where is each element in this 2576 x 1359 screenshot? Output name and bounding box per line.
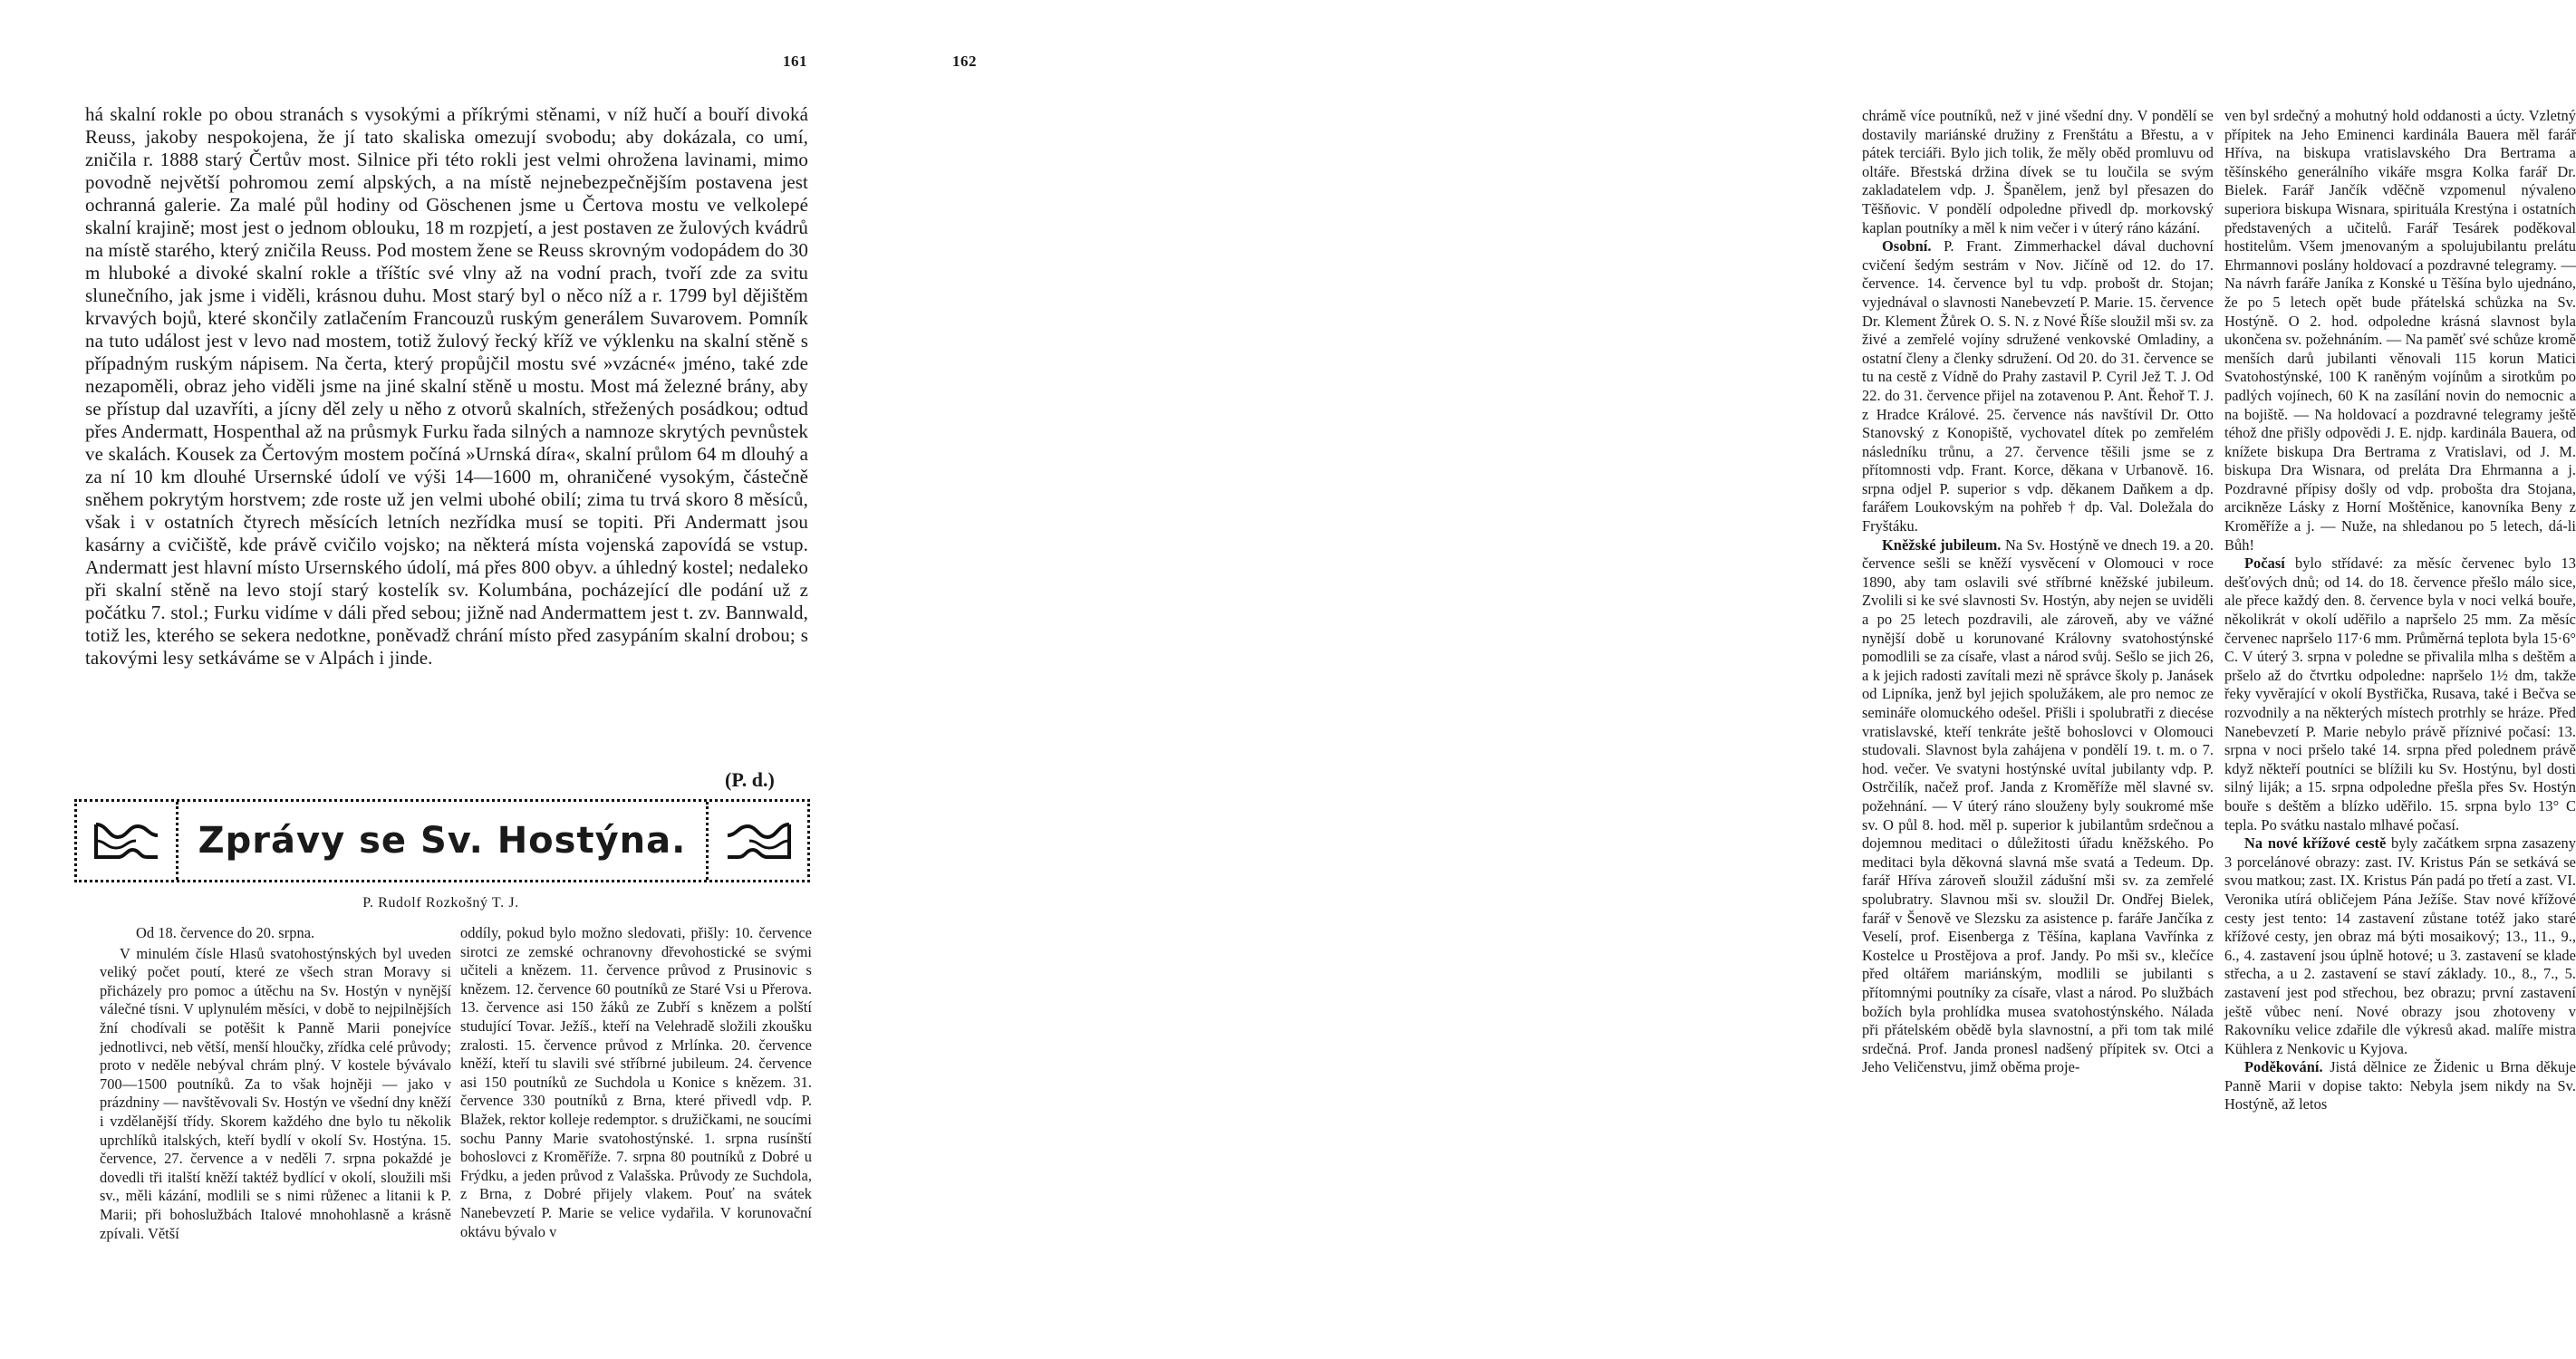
paragraph-heading: Kněžské jubileum. [1882, 535, 2002, 554]
paragraph-body: bylo střídavé: za měsíc červenec bylo 13 dešťových dnů; od 14. do 18. července přešlo málo sice, ale přece každý den. 8. července byla v noci velká bouře, několikrát v okolí uděřilo a napršelo 25 mm. Za měsíc červenec napršelo 117·6 mm. Průměrná teplota byla 15·6° C. V úterý 3. srpna v poledne se přivalila mlha s deštěm a pršelo až do čtvrtku odpoledne: napršelo 1½ dm, takže řeky vyvěrající v okolí Bystřička, Rusava, také i Bečva se rozvodnily a na některých místech protrhly se hráze. Před Nanebevzetí P. Marie nebylo právě příznivé počasí: 13. srpna v noci pršelo také 14. srpna před polednem právě když někteří poutníci se blížili ku Sv. Hostýnu, byl dosti silný liják; a 15. srpna odpoledne přešla přes Sv. Hostýn bouře s deštěm a blízko uděřilo. 15. srpna bylo 13° C tepla. Po svátku nastalo mlhavé počasí. [2224, 554, 2576, 834]
article-signature: (P. d.) [725, 768, 775, 791]
column-right-1 [1862, 107, 2214, 1077]
paragraph-body: Jistá dělnice ze Židenic u Brna děkuje Panně Marii v dopise takto: Nebyla jsem nikdy na Sv. Hostýně, až letos [2224, 1058, 2576, 1113]
column-right-2 [2224, 107, 2576, 1114]
paragraph [2224, 1058, 2576, 1114]
paragraph-heading: Na nové křížové cestě [2244, 834, 2387, 853]
right-page [882, 0, 2576, 1359]
dateline: Od 18. července do 20. srpna. [136, 924, 315, 941]
paragraph [1862, 536, 2214, 1077]
paragraph-body: Na Sv. Hostýně ve dnech 19. a 20. července sešli se kněží vysvěcení v Olomouci v roce 1890, aby tam oslavili své stříbrné kněžské jubileum. Zvolili si ke své slavnosti Sv. Hostýn, aby nejen se uviděli a po 25 letech pozdravili, ale zároveň, aby ve vážné nynější době u korunované Královny svatohostýnské pomodlili se za císaře, vlast a národ svůj. Sešlo se jich 26, a k jejich radosti zavítali mezi ně správce školy p. Janásek od Lipníka, jenž byl jejich spolužákem, ale pro nemoc ze semináře olomuckého odešel. Přišli i spolubratři z diecése vratislavské, kteří tenkráte ještě bohoslovci v Olomouci studovali. Slavnost byla zahájena v pondělí 19. t. m. o 7. hod. večer. Ve svatyni hostýnské uvítal jubilanty vdp. P. Ostrčilík, načež prof. Janda z Kroměříže měl slavné sv. požehnání. — V úterý ráno slouženy byly soukromé mše sv. O půl 8. hod. měl p. superior k jubilantům srdečnou a dojemnou meditaci o důležitosti úřadu kněžského. Po meditaci byla děkovná slavná mše svatá a Tedeum. Dp. farář Hříva zároveň sloužil zádušní mši sv. za zemřelé spolubratry. Slavnou mši sv. sloužil Dr. Ondřej Bielek, farář v Šenově ve Slezsku za asistence p. faráře Jančíka z Veselí, prof. Eisenberga z Těšína, kaplana Vavřínka z Kostelce u Prostějova a prof. Jandy. Po mši sv., klečíce před oltářem mariánským, modlili se jubilanti s přítomnými poutníky za císaře, vlast a národ. Po službách božích byla prohlídka musea svatohostýnského. Nálada při přátelském obědě byla slavnostní, a při tom tak milé srdečná. Prof. Janda pronesl nadšený přípitek sv. Otci a Jeho Veličenstvu, jimž oběma proje- [1862, 535, 2214, 1076]
paragraph-heading: Počasí [2244, 554, 2285, 573]
paragraph: chrámě více poutníků, než v jiné všední dny. V pondělí se dostavily mariánské družiny z Frenštátu a Břestu, a v pátek terciáři. Bylo jich tolik, že měly oběd promluvu od oltáře. Břestská držina dívek se tu loučila se svým zakladatelem vdp. J. Španělem, jenž byl přesazen do Těšňovic. V pondělí odpoledne přivedl dp. morkovský kaplan poutníky a měl k nim večer i v úterý ráno kázání. [1862, 107, 2214, 236]
section-banner [74, 799, 810, 882]
page-number: 161 [783, 53, 807, 70]
column-left-2 [460, 924, 812, 1241]
paragraph [2224, 554, 2576, 834]
paragraph [2224, 834, 2576, 1058]
paragraph: V minulém čísle Hlasů svatohostýnských byl uveden veliký počet poutí, které ze všech stran Moravy si přicházely pro pomoc a útěchu na Sv. Hostýn v nynější válečné tísni. V uplynulém měsíci, v době to nejpilnějších žní chodívali se potěšit k Panně Marii ponejvíce jednotlivci, neb větší, menší hloučky, zřídka celé průvody; proto v neděle nebýval chrám plný. V kostele bývávalo 700—1500 poutníků. Za to však hojněji — jako v prázdniny — navštěvovali Sv. Hostýn ve všední dny kněží i vzdělanější třídy. Skorem každého dne bylo tu několik uprchlíků italských, kteří bydlí v okolí Sv. Hostýna. 15. července, 27. července a v neděli 7. srpna pokaždé je dovedli tři italští kněží taktéž bydlící v okolí, sloužili mši sv., měli kázání, modlili se s nimi růženec a litanii k P. Marii; při bohoslužbách Italové mnohohlasně a krásně zpívali. Větší [100, 944, 451, 1242]
left-page [0, 0, 882, 1359]
paragraph-body: byly začátkem srpna zasazeny 3 porcelánové obrazy: zast. IV. Kristus Pán se setkává se svou matkou; zast. IX. Kristus Pán padá po třetí a zast. VI. Veronika utírá obličejem Pána Ježíše. Stav nové křížové cesty jest tento: 14 zastavení zůstane totéž jako staré křížové cesty, jen obraz má býti mosaikový; 13., 11., 9., 6., 4. zastavení jsou úplně hotové; u 3. zastavení se klade střecha, a u 2. zastavení se staví základy. 10., 8., 7., 5. zastavení jest pod střechou, bez obrazu; první zastavení ještě vůbec není. Nové obrazy jsou zhotoveny v Rakovníku velice zdařile dle výkresů akad. malíře mistra Kühlera z Nenkovic u Kyjova. [2224, 834, 2576, 1057]
column-left-1 [100, 924, 451, 1243]
paragraph-body: P. Frant. Zimmerhackel dával duchovní cvičení šedým sestrám v Nov. Jičíně od 12. do 17. července. 14. července byl tu vdp. probošt dr. Stojan; vyjednával o slavnosti Nanebevzetí P. Marie. 15. července Dr. Klement Žůrek O. S. N. z Nové Říše sloužil mši sv. za živé a zemřelé vojíny sdružené venkovské Omladiny, a ostatní členy a členky sdružení. Od 20. do 31. července se tu na cestě z Vídně do Prahy zastavil P. Cyril Jež T. J. Od 22. do 31. července přijel na zotavenou P. Ant. Řehoř T. J. z Hradce Králové. 25. července nás navštívil Dr. Otto Stanovský z Konopiště, vychovatel dítek po zemřelém následníku trůnu, a 27. července těšili jsme se z přítomnosti vdp. Frant. Korce, děkana v Urbanově. 16. srpna odjel P. superior s vdp. děkanem Daňkem a dp. farářem Loukovským na pohřeb † dp. Val. Doležala do Fryštáku. [1862, 237, 2214, 535]
intro-paragraph: há skalní rokle po obou stranách s vysokými a příkrými stěnami, v níž hučí a bouří divoká Reuss, jakoby nespokojena, že jí tato skaliska omezují svobodu; aby dokázala, co umí, zničila r. 1888 starý Čertův most. Silnice při této rokli jest velmi ohrožena lavinami, mimo povodně největší pohromou zemí alpských, a na místě nejnebezpečnějším postavena jest ochranná galerie. Za malé půl hodiny od Göschenen jsme u Čertova mostu ve velkolepé skalní krajině; most jest o jednom oblouku, 18 m rozpjetí, a jest postaven ze žulových kvádrů na místě starého, který zničila Reuss. Pod mostem žene se Reuss skrovným vodopádem do 30 m hluboké a divoké skalní rokle a tříštíc své vlny až na vodní prach, tvoří zde za svitu slunečního, jak jsme i viděli, krásnou duhu. Most starý byl o něco níž a r. 1799 byl dějištěm krvavých bojů, které skončily zatlačením Francouzů ruským generálem Suvarovem. Pomník na tuto událost jest v levo nad mostem, totiž žulový řecký kříž ve výklenku na skalní stěně s případným ruským nápisem. Na čerta, který propůjčil mostu své »vzácné« jméno, také zde nezapoměli, obraz jeho viděli jsme na jiné skalní stěně u mostu. Most má železné brány, aby se přístup dal uzavříti, a jícny děl zely u něho z otvorů skalních, střežených posádkou; odtud přes Andermatt, Hospenthal až na průsmyk Furku řada silných a namnoze skrytých pevnůstek ve skalách. Kousek za Čertovým mostem počíná »Urnská díra«, skalní průlom 64 m dlouhý a za ní 10 km dlouhé Ursernské údolí ve výši 14—1600 m, ohraničené vysokým, částečně sněhem pokrytým horstvem; zde roste už jen velmi ubohé obilí; zima tu trvá skoro 8 měsíců, však i v ostatních čtyrech měsících letních nezřídka musí se topiti. Při Andermatt jsou kasárny a cvičiště, kde právě cvičilo vojsko; na některá místa vojenská zapovídá se vstup. Andermatt jest hlavní místo Ursernského údolí, má přes 800 obyv. a úhledný kostel; nedaleko při skalní stěně na levo stojí starý kostelík sv. Kolumbána, pocházející dle podání už z počátku 7. stol.; Furku vidíme v dáli před sebou; jižně nad Andermattem jest t. zv. Bannwald, totiž les, kterého se sekera nedotkne, poněvadž chrání místo před zasypáním skalní drobou; s takovými lesy setkáváme se v Alpách i jinde. [85, 103, 808, 669]
section-title: Zprávy se Sv. Hostýna. [198, 820, 687, 862]
page-number: 162 [952, 53, 977, 70]
paragraph: oddíly, pokud bylo možno sledovati, přišly: 10. července sirotci ze zemské ochranovny dřevohostické se svými učiteli a knězem. 11. července průvod z Prusinovic s knězem. 12. července 60 poutníků ze Staré Vsi u Přerova. 13. července asi 150 žáků ze Zubří s knězem a polští studující Tovar. Ježíš., kteří na Velehradě složili zkoušku zralosti. 15. července průvod z Mrlínka. 20. července kněží, kteří tu slavili své stříbrné jubileum. 24. července asi 150 poutníků ze Suchdola u Konice s knězem. 31. července 330 poutníků z Brna, které přivedl vdp. P. Blažek, rektor kolleje redemptor. s družičkami, ne soucími sochu Panny Marie svatohostýnské. 1. srpna rusínští bohoslovci z Kroměříže. 7. srpna 80 poutníků z Dobré u Frýdku, a jeden průvod z Valašska. Průvody ze Suchdola, z Brna, z Dobré přijely vlakem. Pouť na svátek Nanebevzetí P. Marie se velice vydařila. V korunovační oktávu bývalo v [460, 924, 812, 1240]
paragraph-heading: Poděkování. [2244, 1058, 2323, 1076]
paragraph [1862, 237, 2214, 536]
wave-ornament-icon [77, 802, 178, 880]
paragraph-heading: Osobní. [1882, 237, 1932, 255]
author-byline: P. Rudolf Rozkošný T. J. [362, 895, 519, 911]
wave-ornament-icon [706, 802, 807, 880]
intro-text-block [85, 103, 808, 670]
paragraph: ven byl srdečný a mohutný hold oddanosti a úcty. Vzletný přípitek na Jeho Eminenci kardinála Bauera měl farář Hříva, na biskupa vratislavského Dra Bertrama a těšínského generálního vikáře msgra Kolka farář Dr. Bielek. Farář Jančík vděčně vzpomenul nývaleno superiora biskupa Wisnara, spirituála Krestýna i ostatních představených a učitelů. Farář Tesárek poděkoval hostitelům. Všem jmenovaným a spolujubilantu prelátu Ehrmannovi poslány holdovací a pozdravné telegramy. — Na návrh faráře Janíka z Konské u Těšína bylo ujednáno, že po 5 letech opět bude přátelská schůzka na Sv. Hostýně. O 2. hod. odpoledne krásná slavnost byla ukončena sv. požehnáním. — Na paměť své schůze kromě menších darů jubilanti věnovali 115 korun Matici Svatohostýnské, 100 K raněným vojínům a sirotkům po padlých vojínech, 60 K na zasílání novin do nemocnic a na bojiště. — Na holdovací a pozdravné telegramy ještě téhož dne přišly odpovědi J. E. njdp. kardinála Bauera, od knížete biskupa Dra Bertrama z Vratislavi, od J. M. biskupa Dra Wisnara, od preláta Dra Ehrmanna a j. Pozdravné přípisy došly od vdp. probošta dra Stojana, arcikněze Lásky z Horní Moštěnice, kanovníka Beny z Kroměříže a j. — Nuže, na shledanou po 5 letech, dá-li Bůh! [2224, 107, 2576, 554]
